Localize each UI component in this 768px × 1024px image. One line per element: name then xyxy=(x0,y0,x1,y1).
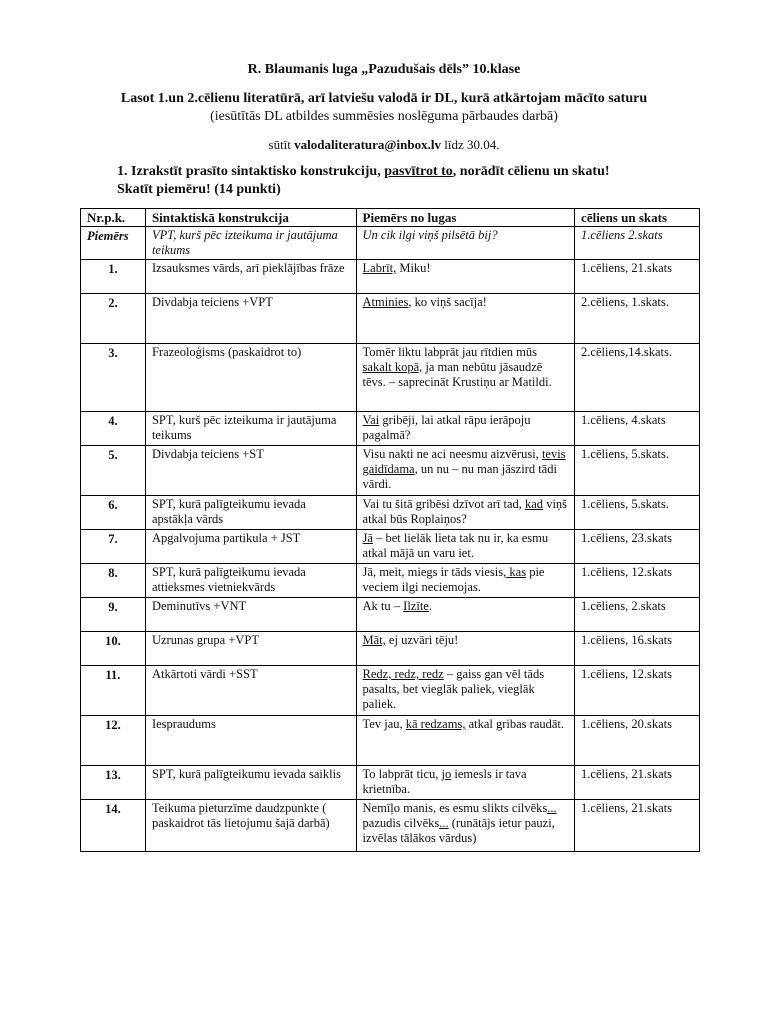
example-text: viņš atkal būs Roplaiņos? xyxy=(362,497,568,526)
row-number: 5. xyxy=(81,446,146,496)
row-construction: SPT, kurā palīgteikumu ievada apstākļa vārds xyxy=(145,496,356,530)
table-row xyxy=(81,766,700,800)
example-underlined: ... xyxy=(547,801,557,815)
example-text: (runātājs ietur pauzi, izvēlas tālākos vārdus) xyxy=(362,816,555,845)
row-scene: 1.cēliens, 21.skats xyxy=(575,260,700,294)
row-number: 8. xyxy=(81,564,146,598)
row-scene: 2.cēliens, 1.skats. xyxy=(575,294,700,344)
example-text: To labprāt ticu, xyxy=(362,767,442,781)
row-construction: SPT, kurš pēc izteikuma ir jautājuma teikums xyxy=(145,412,356,446)
example-text: pie veciem ilgi neciemojas. xyxy=(362,565,545,594)
example-text: , ko viņš sacīja! xyxy=(408,295,487,309)
example-underlined: Jā xyxy=(362,531,373,545)
row-construction: SPT, kurā palīgteikumu ievada attieksmes vietniekvārds xyxy=(145,564,356,598)
table-row xyxy=(81,530,700,564)
document-title: R. Blaumanis luga „Pazudušais dēls” 10.klase xyxy=(247,62,521,77)
row-scene: 1.cēliens, 16.skats xyxy=(575,632,700,666)
example-text: Jā, meit, miegs ir tāds viesis xyxy=(362,565,504,579)
example-text: – gaiss gan vēl tāds pasalts, bet vieglāk paliek, vieglāk paliek. xyxy=(362,667,545,711)
example-text: pazudis cilvēks xyxy=(362,816,440,830)
row-number: 10. xyxy=(81,632,146,666)
row-construction: Divdabja teiciens +ST xyxy=(145,446,356,496)
example-text: atkal gribas raudāt. xyxy=(465,717,565,731)
example-row xyxy=(81,227,700,260)
row-example xyxy=(356,716,575,766)
task-part-c: , norādīt cēlienu un skatu! Skatīt piemēru! (14 punkti) xyxy=(117,164,610,197)
table-row xyxy=(81,496,700,530)
example-text: ja man nebūtu jāsaudzē tēvs. – saprecināt Krustiņu ar Matildi. xyxy=(362,360,552,389)
row-number: 3. xyxy=(81,344,146,412)
table-row xyxy=(81,598,700,632)
row-construction: Divdabja teiciens +VPT xyxy=(145,294,356,344)
example-text: Ak tu – xyxy=(362,599,404,613)
example-underlined: kā redzams, xyxy=(405,717,466,731)
example-text: gribēji, lai atkal rāpu ierāpoju pagalmā? xyxy=(362,413,531,442)
row-scene: 1.cēliens, 23.skats xyxy=(575,530,700,564)
table-row xyxy=(81,666,700,716)
row-example xyxy=(356,598,575,632)
intro-text xyxy=(100,90,668,126)
row-example xyxy=(356,260,575,294)
task-underlined: pasvītrot to xyxy=(384,164,453,179)
table-row xyxy=(81,294,700,344)
row-construction: SPT, kurā palīgteikumu ievada saiklis xyxy=(145,766,356,800)
example-underlined: Atminies xyxy=(362,295,409,309)
table-row xyxy=(81,412,700,446)
example-text: Vai tu šitā gribēsi dzīvot arī tad, xyxy=(362,497,525,511)
example-underlined: Labrīt, xyxy=(362,261,397,275)
header-scene: cēliens un skats xyxy=(575,209,700,227)
row-number: 2. xyxy=(81,294,146,344)
row-number: 6. xyxy=(81,496,146,530)
row-construction: Teikuma pieturzīme daudzpunkte ( paskaidrot tās lietojumu šajā darbā) xyxy=(145,800,356,852)
row-number: 13. xyxy=(81,766,146,800)
example-construction: VPT, kurš pēc izteikuma ir jautājuma teikums xyxy=(145,227,356,260)
row-number: 7. xyxy=(81,530,146,564)
send-email: valodaliteratura@inbox.lv xyxy=(294,137,441,152)
row-example xyxy=(356,530,575,564)
table-row xyxy=(81,800,700,852)
row-example xyxy=(356,800,575,852)
example-text: Tomēr liktu labprāt jau rītdien mūs xyxy=(362,345,537,359)
row-example xyxy=(356,564,575,598)
table-header-row xyxy=(81,209,700,227)
row-scene: 1.cēliens, 21.skats xyxy=(575,800,700,852)
example-underlined: Vai xyxy=(362,413,380,427)
send-pre: sūtīt xyxy=(268,137,295,152)
example-text: Visu nakti ne aci neesmu aizvērusi, xyxy=(362,447,542,461)
example-underlined: , kas xyxy=(503,565,527,579)
row-example xyxy=(356,412,575,446)
row-construction: Uzrunas grupa +VPT xyxy=(145,632,356,666)
header-number: Nr.p.k. xyxy=(81,209,146,227)
row-example xyxy=(356,446,575,496)
row-scene: 1.cēliens, 4.skats xyxy=(575,412,700,446)
example-underlined: Māt, xyxy=(362,633,386,647)
row-scene: 1.cēliens, 2.skats xyxy=(575,598,700,632)
table-row xyxy=(81,446,700,496)
example-underlined: tevis gaidīdama xyxy=(362,447,566,476)
row-construction: Deminutīvs +VNT xyxy=(145,598,356,632)
example-sentence: Un cik ilgi viņš pilsētā bij? xyxy=(356,227,575,260)
example-scene: 1.cēliens 2.skats xyxy=(575,227,700,260)
example-text: , un nu – nu man jāszird tādi vārdi. xyxy=(362,462,557,491)
row-example xyxy=(356,496,575,530)
example-text: Tev jau, xyxy=(362,717,406,731)
row-scene: 1.cēliens, 20.skats xyxy=(575,716,700,766)
example-underlined: jo xyxy=(441,767,452,781)
task-heading xyxy=(117,163,637,199)
row-scene: 1.cēliens, 21.skats xyxy=(575,766,700,800)
row-number: 9. xyxy=(81,598,146,632)
table-row xyxy=(81,344,700,412)
row-construction: Iespraudums xyxy=(145,716,356,766)
example-text: Miku! xyxy=(396,261,431,275)
row-number: 14. xyxy=(81,800,146,852)
example-text: ej uzvāri tēju! xyxy=(385,633,459,647)
example-label: Piemērs xyxy=(81,227,146,260)
row-number: 1. xyxy=(81,260,146,294)
row-construction: Atkārtoti vārdi +SST xyxy=(145,666,356,716)
syntax-table xyxy=(80,208,700,852)
example-text: . xyxy=(428,599,432,613)
task-part-a: 1. Izrakstīt prasīto sintaktisko konstrukciju, xyxy=(117,164,385,179)
example-underlined: kad xyxy=(525,497,544,511)
table-row xyxy=(81,716,700,766)
row-example xyxy=(356,766,575,800)
row-example xyxy=(356,344,575,412)
row-scene: 2.cēliens,14.skats. xyxy=(575,344,700,412)
row-scene: 1.cēliens, 5.skats. xyxy=(575,446,700,496)
table-row xyxy=(81,564,700,598)
row-example xyxy=(356,294,575,344)
example-text: – bet lielāk lieta tak nu ir, ka esmu atkal mājā un varu iet. xyxy=(362,531,549,560)
row-scene: 1.cēliens, 5.skats. xyxy=(575,496,700,530)
example-underlined: sakalt kopā, xyxy=(362,360,423,374)
row-scene: 1.cēliens, 12.skats xyxy=(575,564,700,598)
row-example xyxy=(356,666,575,716)
example-underlined: Redz, redz, redz xyxy=(362,667,444,681)
header-construction: Sintaktiskā konstrukcija xyxy=(145,209,356,227)
row-scene: 1.cēliens, 12.skats xyxy=(575,666,700,716)
row-number: 11. xyxy=(81,666,146,716)
send-post: līdz 30.04. xyxy=(440,137,500,152)
row-example xyxy=(356,632,575,666)
example-text: Nemīļo manis, es esmu slikts cilvēks xyxy=(362,801,548,815)
row-construction: Apgalvojuma partikula + JST xyxy=(145,530,356,564)
intro-bold: Lasot 1.un 2.cēlienu literatūrā, arī latviešu valodā ir DL, kurā atkārtojam mācīto saturu xyxy=(120,91,648,106)
row-number: 12. xyxy=(81,716,146,766)
example-underlined: ... xyxy=(439,816,449,830)
example-underlined: Ilzīte xyxy=(403,599,429,613)
intro-note: (iesūtītās DL atbildes summēsies noslēguma pārbaudes darbā) xyxy=(210,109,558,124)
header-example: Piemērs no lugas xyxy=(356,209,575,227)
table-row xyxy=(81,260,700,294)
table-row xyxy=(81,632,700,666)
row-number: 4. xyxy=(81,412,146,446)
row-construction: Izsauksmes vārds, arī pieklājības frāze xyxy=(145,260,356,294)
send-line xyxy=(0,137,768,153)
example-text: iemesls ir tava krietnība. xyxy=(362,767,527,796)
row-construction: Frazeoloģisms (paskaidrot to) xyxy=(145,344,356,412)
